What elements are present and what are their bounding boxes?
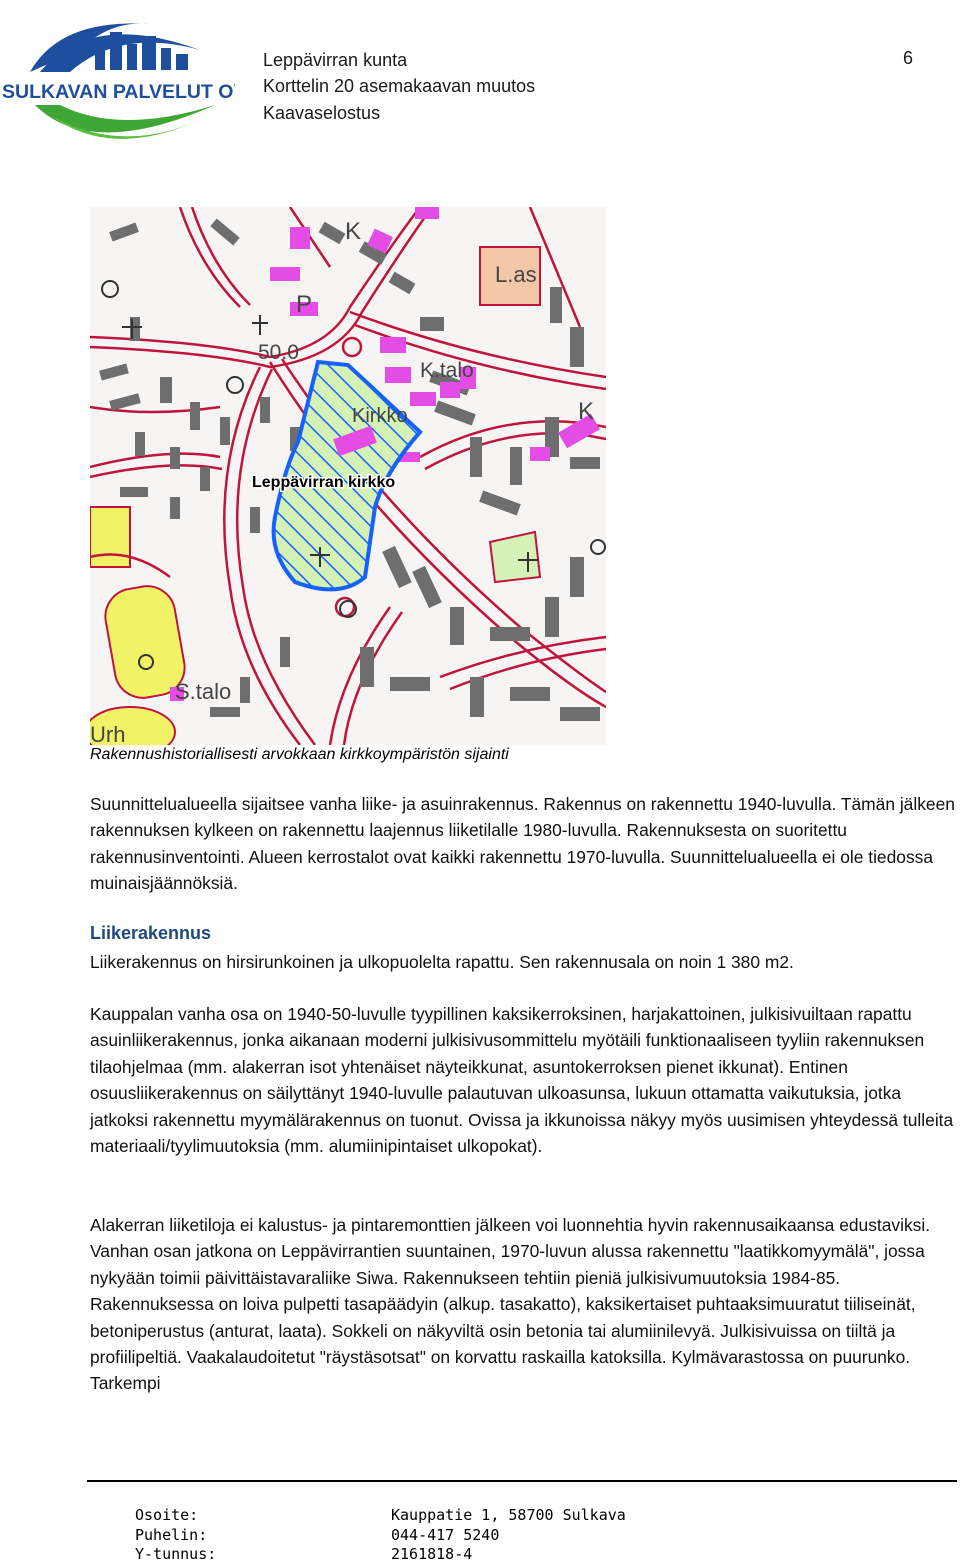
header-doc-type: Kaavaselostus <box>263 103 381 123</box>
map-label-kirkko: Kirkko <box>352 405 408 427</box>
map-label-urh: Urh <box>90 722 126 745</box>
footer-divider <box>87 1480 957 1482</box>
map-label-k1: K <box>345 218 362 245</box>
page-number: 6 <box>903 48 914 68</box>
map-caption: Rakennushistoriallisesti arvokkaan kirkkoympäristön sijainti <box>90 746 509 763</box>
footer-id-label: Y-tunnus: <box>135 1545 217 1563</box>
section-paragraph-1: Liikerakennus on hirsirunkoinen ja ulkopuolelta rapattu. Sen rakennusala on noin 1 380 m2. <box>90 952 794 972</box>
footer-address-label: Osoite: <box>135 1506 199 1524</box>
section-paragraph-2: Kauppalan vanha osa on 1940-50-luvulle tyypillinen kaksikerroksinen, harjakattoinen, julkisivuiltaan rapattu asuinliikerakennus, jonka aikanaan moderni julkisivusommittelu myötäili funktionaaliseen tyyliin rakennuksen tilaohjelmaa (mm. alakerran isot yhtenäiset näyteikkunat, asuntokerroksen pienet ikkunat). Entinen osuusliikerakennus on säilyttänyt 1940-luvulle palautuvan ulkoasunsa, lukuun ottamatta vaikutuksia, jotka jatkoksi rakennettu myymälärakennus on tuonut. Ovissa ja ikkunoissa näkyy myös uusimisen yhteydessä tulleita materiaali/tyylimuutoksia (mm. alumiinipintaiset ulkopokat). <box>90 1004 954 1157</box>
section-paragraph-3: Alakerran liiketiloja ei kalustus- ja pintaremonttien jälkeen voi luonnehtia hyvin rakennusaikaansa edustaviksi. Vanhan osan jatkona on Leppävirrantien suuntainen, 1970-luvun alussa rakennettu "laatikkomyymälä", jossa nykyään toimii päivittäistavaraliike Siwa. Rakennukseen tehtiin pieniä julkisivumuutoksia 1984-85. Rakennuksessa on loiva pulpetti tasapäädyin (alkup. tasakatto), kaksikertaiset puhtaaksimuuratut tiiliseinät, betoniperustus (anturat, laata). Sokkeli on näkyviltä osin betonia tai alumiinilevyä. Julkisivuissa on tiiltä ja profiilipeltiä. Vaakalaudoitetut "räystäsotsat" on korvattu raskailla katoksilla. Kylmävarastossa on puurunko. Tarkempi <box>90 1215 931 1394</box>
map-label-elev: 50.0 <box>258 341 299 364</box>
park-area <box>490 532 540 582</box>
section-heading: Liikerakennus <box>90 923 212 943</box>
map-label-k2: K <box>578 398 595 425</box>
intro-paragraph: Suunnittelualueella sijaitsee vanha liike- ja asuinrakennus. Rakennus on rakennettu 1940-luvulla. Tämän jälkeen rakennuksen kylkeen on rakennettu laajennus liiketilalle 1980-luvulla. Rakennuksesta on suoritettu rakennusinventointi. Alueen kerrostalot ovat kaikki rakennettu 1970-luvulla. Suunnittelualueella ei ole tiedossa muinaisjäännöksiä. <box>90 794 955 894</box>
footer-labels <box>135 1506 216 1565</box>
footer-phone-value: 044-417 5240 <box>391 1525 500 1544</box>
map-label-stalo: S.talo <box>175 679 232 704</box>
company-logo <box>0 10 235 160</box>
header-municipality: Leppävirran kunta <box>263 50 408 70</box>
map-label-ktalo: K.talo <box>420 359 474 382</box>
footer-phone-label: Puhelin: <box>135 1525 208 1544</box>
map-label-p: P <box>296 291 313 318</box>
footer-id-value: 2161818-4 <box>391 1545 473 1563</box>
footer-address-value: Kauppatie 1, 58700 Sulkava <box>391 1506 626 1524</box>
logo-green-swoosh <box>35 105 215 133</box>
sports-field-2 <box>90 507 130 567</box>
footer-values <box>391 1506 626 1565</box>
map-label-church: Leppävirran kirkko <box>252 474 396 491</box>
header-plan-name: Korttelin 20 asemakaavan muutos <box>263 76 536 96</box>
logo-text: SULKAVAN PALVELUT OY <box>2 81 235 103</box>
location-map <box>90 207 606 745</box>
map-label-las: L.as <box>495 262 537 287</box>
